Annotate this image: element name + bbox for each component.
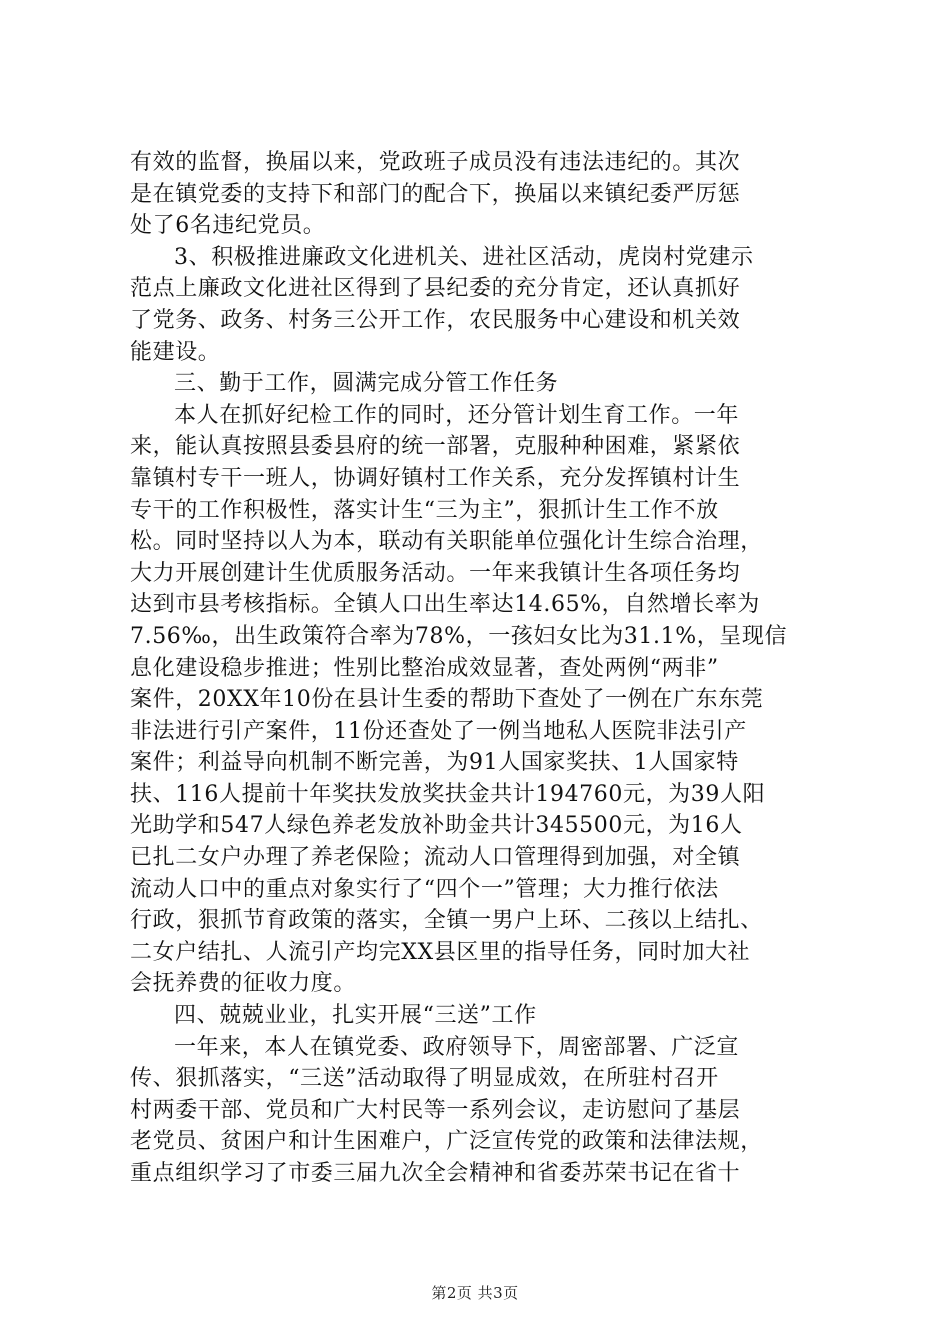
text-line: 范点上廉政文化进社区得到了县纪委的充分肯定，还认真抓好 [130,276,741,302]
text-line: 流动人口中的重点对象实行了“四个一”管理；大力推行依法 [130,876,719,902]
text-line: 是在镇党委的支持下和部门的配合下，换届以来镇纪委严厉惩 [130,181,741,207]
text-line: 案件，20XX年10份在县计生委的帮助下查处了一例在广东东莞 [130,687,764,713]
text-line: 会抚养费的征收力度。 [130,971,357,997]
text-line: 大力开展创建计生优质服务活动。一年来我镇计生各项任务均 [130,560,741,586]
text-line: 专干的工作积极性，落实计生“三为主”，狠抓计生工作不放 [130,497,719,523]
text-line: 村两委干部、党员和广大村民等一系列会议，走访慰问了基层 [130,1097,741,1123]
text-line: 来，能认真按照县委县府的统一部署，克服种种困难，紧紧依 [130,434,741,460]
text-line: 光助学和547人绿色养老发放补助金共计345500元，为16人 [130,813,743,839]
text-line: 扶、116人提前十年奖扶发放奖扶金共计194760元，为39人阳 [130,781,766,807]
text-line: 本人在抓好纪检工作的同时，还分管计划生育工作。一年 [174,402,740,428]
text-line: 能建设。 [130,339,221,365]
text-line: 已扎二女户办理了养老保险；流动人口管理得到加强，对全镇 [130,845,741,871]
text-line: 靠镇村专干一班人，协调好镇村工作关系，充分发挥镇村计生 [130,465,741,491]
text-line: 重点组织学习了市委三届九次全会精神和省委苏荣书记在省十 [130,1161,741,1186]
text-line: 3、积极推进廉政文化进机关、进社区活动，虎岗村党建示 [174,244,754,270]
text-line: 了党务、政务、村务三公开工作，农民服务中心建设和机关效 [130,307,741,333]
document-body [130,147,825,1190]
text-line: 处了6名违纪党员。 [130,213,326,239]
text-line: 息化建设稳步推进；性别比整治成效显著，查处两例“两非” [130,655,719,681]
text-line: 非法进行引产案件，11份还查处了一例当地私人医院非法引产 [130,718,747,744]
text-line: 一年来，本人在镇党委、政府领导下，周密部署、广泛宣 [174,1034,740,1060]
text-line: 行政，狠抓节育政策的落实，全镇一男户上环、二孩以上结扎、 [130,908,763,934]
text-line: 老党员、贫困户和计生困难户，广泛宣传党的政策和法律法规， [130,1129,763,1155]
text-line: 传、狠抓落实，“三送”活动取得了明显成效，在所驻村召开 [130,1066,719,1092]
text-line: 有效的监督，换届以来，党政班子成员没有违法违纪的。其次 [130,150,741,175]
page-number: 第2页 共3页 [431,1284,519,1302]
text-line: 四、兢兢业业，扎实开展“三送”工作 [174,1003,537,1029]
text-line: 达到市县考核指标。全镇人口出生率达14.65%，自然增长率为 [130,592,760,618]
text-line: 松。同时坚持以人为本，联动有关职能单位强化计生综合治理， [130,529,763,555]
text-line: 7.56‰，出生政策符合率为78%，一孩妇女比为31.1%，呈现信 [130,623,788,649]
text-line: 三、勤于工作，圆满完成分管工作任务 [174,371,559,397]
text-line: 二女户结扎、人流引产均完XX县区里的指导任务，同时加大社 [130,939,751,965]
text-line: 案件；利益导向机制不断完善，为91人国家奖扶、1人国家特 [130,750,739,776]
